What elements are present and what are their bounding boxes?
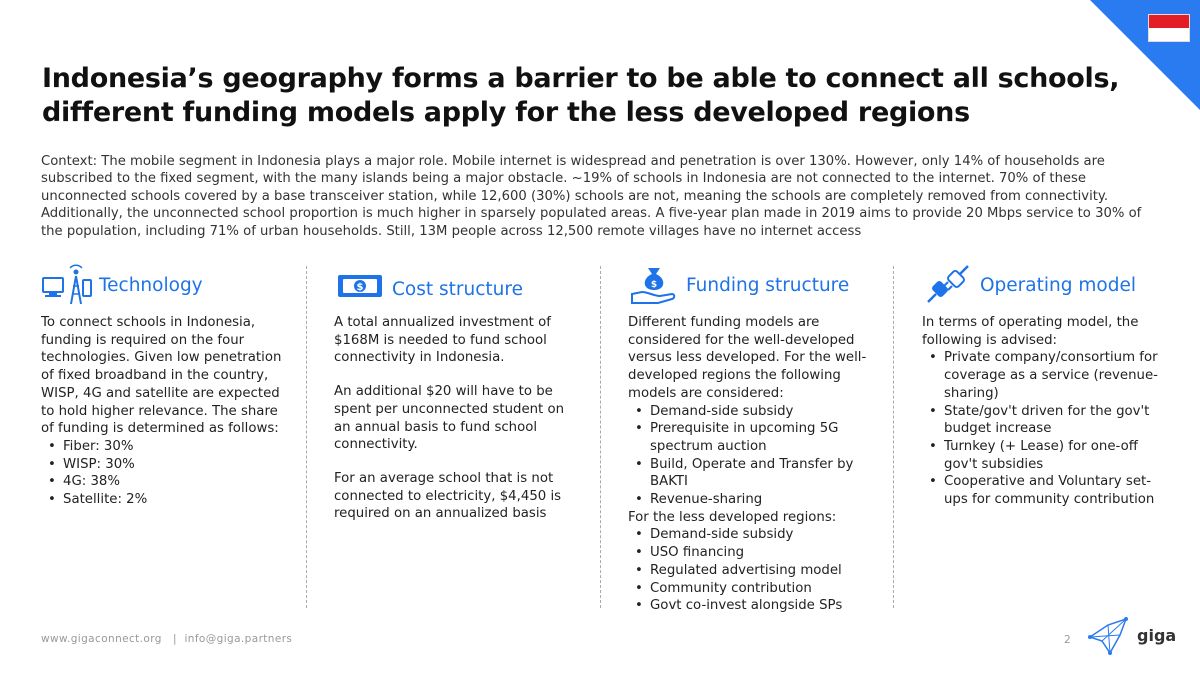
- list-item: • Regulated advertising model: [628, 562, 878, 580]
- list-item: • Private company/consortium for coverage as a service (revenue-sharing): [922, 349, 1162, 402]
- operating-title: Operating model: [980, 274, 1136, 296]
- column-divider: [893, 266, 894, 608]
- list-item: • Build, Operate and Transfer by BAKTI: [628, 456, 878, 491]
- title-line-1: Indonesia’s geography forms a barrier to be able to connect all schools,: [42, 63, 1120, 94]
- hand-money-bag-icon: [628, 264, 680, 306]
- technology-title: Technology: [99, 274, 203, 296]
- funding-column: [628, 262, 878, 615]
- list-item: • Govt co-invest alongside SPs: [628, 597, 878, 615]
- logo-text: giga: [1137, 626, 1177, 645]
- page-title: [42, 62, 1122, 130]
- page-number: 2: [1064, 634, 1071, 646]
- funding-less-developed-label: For the less developed regions:: [628, 509, 837, 525]
- operating-list: [922, 349, 1162, 508]
- svg-text:$: $: [356, 282, 364, 293]
- indonesia-flag-icon: [1148, 14, 1190, 42]
- technology-intro: To connect schools in Indonesia, funding is required on the four technologies. Given low penetration of fixed broadband in the country, WISP, 4G and satellite are expected to hold higher relevance. The share of funding is determined as follows:: [41, 315, 282, 437]
- context-paragraph: Context: The mobile segment in Indonesia plays a major role. Mobile internet is widespread and penetration is over 130%. However, only 14% of households are subscribed to the fixed segment, with the many islands being a major obstacle. ~19% of schools in Indonesia are not connected to the internet. 70% of these unconnected schools covered by a base transceiver station, while 12,600 (30%) schools are not, meaning the schools are completely removed from connectivity. Additionally, the unconnected school proportion is much higher in sparsely populated areas. A five-year plan made in 2019 aims to provide 20 Mbps service to 30% of the population, including 71% of urban households. Still, 13M people across 12,500 remote villages have no internet access: [41, 154, 1142, 239]
- cost-paragraph-3: For an average school that is not connected to electricity, $4,450 is required on an annualized basis: [334, 470, 562, 522]
- technology-list: [41, 438, 287, 509]
- funding-less-developed-list: [628, 526, 878, 615]
- list-item: • Turnkey (+ Lease) for one-off gov't subsidies: [922, 438, 1162, 473]
- list-item: • Cooperative and Voluntary set-ups for community contribution: [922, 473, 1162, 508]
- svg-text:$: $: [650, 280, 658, 290]
- column-divider: [600, 266, 601, 608]
- tower-computer-icon: [41, 264, 93, 306]
- operating-column: [922, 262, 1162, 509]
- list-item: • Satellite: 2%: [41, 491, 287, 509]
- cost-paragraph-1: A total annualized investment of $168M is needed to fund school connectivity in Indonesia.: [334, 315, 551, 366]
- list-item: • Community contribution: [628, 580, 878, 598]
- title-line-2: different funding models apply for the less developed regions: [42, 97, 970, 128]
- cost-paragraph-2: An additional $20 will have to be spent per unconnected student on an annual basis to fund school connectivity.: [334, 384, 565, 453]
- list-item: • Demand-side subsidy: [628, 526, 878, 544]
- technology-column: [41, 262, 287, 509]
- funding-developed-list: [628, 403, 878, 509]
- funding-title: Funding structure: [686, 274, 850, 296]
- cost-title: Cost structure: [392, 278, 523, 300]
- list-item: • WISP: 30%: [41, 456, 287, 474]
- list-item: • State/gov't driven for the gov't budget increase: [922, 403, 1162, 438]
- column-divider: [306, 266, 307, 608]
- funding-intro: Different funding models are considered for the well-developed versus less developed. For the well-developed regions the following models are considered:: [628, 315, 867, 401]
- plug-icon: [922, 264, 974, 306]
- footer-links[interactable]: www.gigaconnect.org | info@giga.partners: [41, 633, 293, 645]
- money-bill-icon: [334, 264, 386, 306]
- list-item: • Fiber: 30%: [41, 438, 287, 456]
- cost-column: [334, 262, 570, 539]
- list-item: • Revenue-sharing: [628, 491, 878, 509]
- list-item: • Prerequisite in upcoming 5G spectrum auction: [628, 420, 878, 455]
- operating-intro: In terms of operating model, the following is advised:: [922, 315, 1139, 348]
- list-item: • Demand-side subsidy: [628, 403, 878, 421]
- list-item: • USO financing: [628, 544, 878, 562]
- list-item: • 4G: 38%: [41, 473, 287, 491]
